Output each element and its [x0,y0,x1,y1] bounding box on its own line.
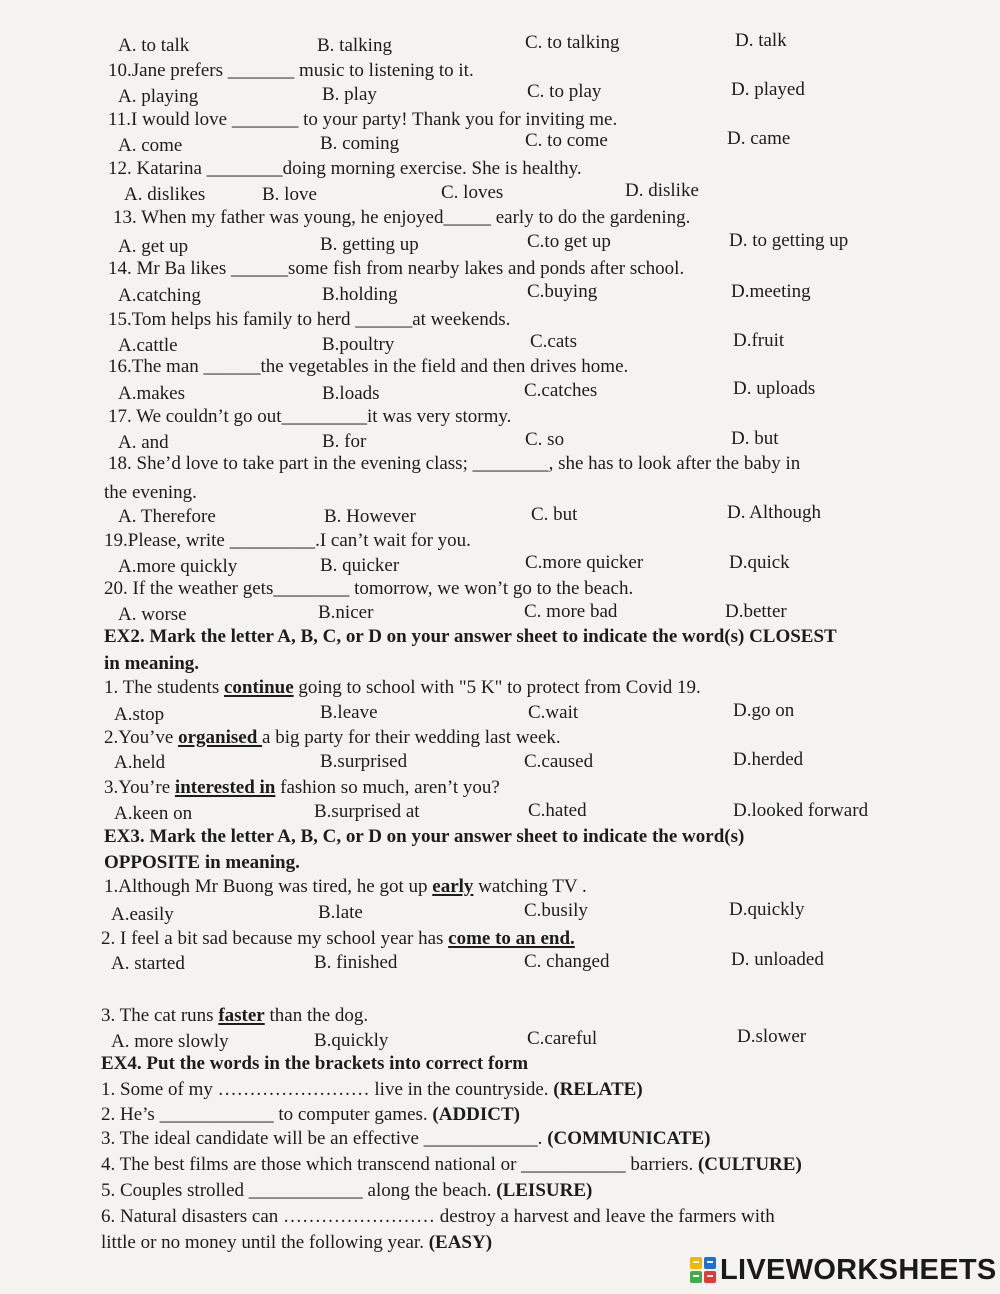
text-run: A.catching [118,285,201,306]
answer-option [318,902,363,924]
key-word: interested in [174,777,276,798]
question-text [104,777,500,799]
bold-word: (ADDICT) [432,1104,521,1125]
bold-word: (LEISURE) [496,1180,593,1201]
text-run: than the dog. [264,1005,369,1026]
text-run: A.more quickly [118,556,238,577]
question-text [101,1206,775,1228]
text-run: A. and [118,432,169,453]
answer-option [318,602,373,624]
text-run: 5. Couples strolled ____________ along the beach. [101,1180,497,1201]
answer-option [322,284,397,306]
text-run: A. Therefore [118,506,216,527]
question-text [108,406,511,428]
answer-option [320,133,399,155]
text-run: C. to come [525,130,608,151]
text-run: D. uploads [733,378,816,399]
question-text [108,453,800,475]
text-run: A.held [114,752,166,773]
answer-option [118,35,189,57]
text-run: B.loads [322,383,380,404]
answer-option [118,285,201,307]
bold-word: (RELATE) [553,1079,643,1100]
section-heading [104,626,837,648]
answer-option [114,803,192,825]
text-run: B.poultry [322,334,395,355]
answer-option [625,180,699,202]
text-run: C.buying [527,281,598,302]
answer-option [441,182,503,204]
answer-option [118,135,182,157]
question-text [101,1154,802,1176]
question-text [101,1128,710,1150]
text-run: D.meeting [731,281,811,302]
text-run: D. dislike [625,180,699,201]
answer-option [527,81,601,103]
answer-option [322,431,366,453]
text-run: A. more slowly [111,1031,229,1052]
question-text [101,1005,368,1027]
question-text [104,530,471,552]
answer-option [731,949,824,971]
question-text [104,677,701,699]
question-text [101,1079,643,1101]
text-run: D. talk [735,30,787,51]
text-run: C. but [531,504,578,525]
text-run: 12. Katarina ________doing morning exercise. She is healthy. [108,158,582,179]
question-text [108,158,582,180]
text-run: 17. We couldn’t go out_________it was very stormy. [108,406,512,427]
answer-option [118,236,188,258]
answer-option [322,334,394,356]
text-run: B.surprised [320,751,408,772]
question-text [104,876,587,898]
text-run: C. to talking [525,32,620,53]
text-run: in meaning. [104,653,200,674]
text-run: D. but [731,428,779,449]
text-run: A.keen on [114,803,193,824]
liveworksheets-logo-icon [690,1257,716,1283]
text-run: C.hated [528,800,587,821]
answer-option [731,79,805,101]
answer-option [725,601,787,623]
text-run: D.go on [733,700,795,721]
text-run: A. get up [118,236,189,257]
answer-option [731,428,779,450]
text-run: C.catches [524,380,598,401]
question-text [104,578,633,600]
section-heading [104,826,744,848]
section-heading [101,1053,528,1075]
text-run: B. for [322,431,367,452]
answer-option [317,35,392,57]
text-run: C.cats [530,331,577,352]
text-run: watching TV . [473,876,587,897]
answer-option [114,752,165,774]
answer-option [114,704,164,726]
text-run: B.holding [322,284,398,305]
text-run: 1.Although Mr Buong was tired, he got up [104,876,433,897]
text-run: A. started [111,953,185,974]
text-run: B. talking [317,35,392,56]
key-word: continue [223,677,294,698]
answer-option [320,702,378,724]
text-run: 2.You’ve [104,727,179,748]
answer-option [527,1028,597,1050]
answer-option [322,84,377,106]
answer-option [111,953,185,975]
text-run: D.quick [729,552,790,573]
text-run: D.herded [733,749,804,770]
answer-option [262,184,317,206]
question-text [104,482,197,504]
bold-word: (EASY) [428,1232,493,1253]
text-run: A. come [118,135,183,156]
text-run: D. played [731,79,805,100]
text-run: 16.The man ______the vegetables in the field and then drives home. [108,356,629,377]
text-run: A. playing [118,86,199,107]
answer-option [320,234,419,256]
question-text [108,109,617,131]
answer-option [320,555,399,577]
text-run: 2. He’s ____________ to computer games. [101,1104,433,1125]
answer-option [531,504,577,526]
answer-option [124,184,205,206]
key-word: faster [218,1005,265,1026]
text-run: 10.Jane prefers _______ music to listening to it. [108,60,474,81]
section-heading [104,852,300,874]
text-run: D. to getting up [729,230,849,251]
text-run: D. unloaded [731,949,824,970]
answer-option [727,502,821,524]
key-word: come to an end. [448,928,575,949]
answer-option [118,432,169,454]
answer-option [314,952,397,974]
answer-option [524,951,609,973]
question-text [113,207,690,229]
answer-option [733,330,784,352]
answer-option [729,899,804,921]
text-run: OPPOSITE in meaning. [104,852,300,873]
answer-option [118,383,185,405]
text-run: 3.You’re [104,777,175,798]
answer-option [733,378,815,400]
answer-option [733,749,803,771]
answer-option [314,801,420,823]
answer-option [524,380,597,402]
text-run: D. Although [727,502,821,523]
text-run: D.fruit [733,330,785,351]
text-run: 2. I feel a bit sad because my school year has [101,928,449,949]
answer-option [322,383,380,405]
text-run: D.slower [737,1026,807,1047]
question-text [108,309,510,331]
answer-option [528,800,587,822]
text-run: A.easily [111,904,174,925]
answer-option [118,335,178,357]
answer-option [737,1026,806,1048]
answer-option [111,1031,229,1053]
key-word: early [432,876,474,897]
answer-option [118,604,187,626]
text-run: 18. She’d love to take part in the evening class; ________, she has to look after the baby in [108,453,801,474]
text-run: going to school with "5 K" to protect from Covid 19. [293,677,701,698]
text-run: C.wait [528,702,579,723]
text-run: A. to talk [118,35,190,56]
answer-option [733,800,868,822]
text-run: fashion so much, aren’t you? [275,777,500,798]
question-text [101,928,575,950]
key-word: organised [178,727,263,748]
text-run: EX2. Mark the letter A, B, C, or D on your answer sheet to indicate the word(s) CLOSEST [104,626,837,647]
answer-option [524,601,617,623]
text-run: C. changed [524,951,610,972]
answer-option [118,86,198,108]
answer-option [528,702,578,724]
liveworksheets-logo[interactable] [690,1252,997,1288]
text-run: C.more quicker [525,552,644,573]
text-run: B. finished [314,952,398,973]
question-text [104,727,561,749]
bold-word: (COMMUNICATE) [547,1128,711,1149]
text-run: 19.Please, write _________.I can’t wait for you. [104,530,471,551]
text-run: C. to play [527,81,602,102]
question-text [108,258,684,280]
text-run: a big party for their wedding last week. [262,727,561,748]
answer-option [527,231,611,253]
text-run: 1. The students [104,677,224,698]
question-text [101,1180,592,1202]
answer-option [324,506,416,528]
text-run: EX3. Mark the letter A, B, C, or D on your answer sheet to indicate the word(s) [104,826,745,847]
question-text [101,1104,520,1126]
answer-option [525,429,564,451]
text-run: 3. The cat runs [101,1005,219,1026]
logo-wordmark: LIVEWORKSHEETS [720,1253,997,1286]
text-run: C. loves [441,182,504,203]
section-heading [104,653,199,675]
bold-word: (CULTURE) [697,1154,802,1175]
answer-option [733,700,794,722]
text-run: 4. The best films are those which transcend national or ___________ barriers. [101,1154,698,1175]
answer-option [524,751,593,773]
question-text [108,60,474,82]
answer-option [524,900,588,922]
text-run: C. more bad [524,601,618,622]
text-run: A.makes [118,383,186,404]
answer-option [735,30,787,52]
text-run: A. worse [118,604,187,625]
answer-option [530,331,577,353]
answer-option [729,230,848,252]
answer-option [111,904,174,926]
answer-option [525,552,643,574]
text-run: little or no money until the following year. [101,1232,429,1253]
answer-option [525,32,619,54]
text-run: B. play [322,84,377,105]
text-run: B.leave [320,702,378,723]
answer-option [729,552,790,574]
text-run: B.nicer [318,602,374,623]
answer-option [314,1030,388,1052]
text-run: B.quickly [314,1030,389,1051]
text-run: the evening. [104,482,197,503]
text-run: D.looked forward [733,800,869,821]
text-run: B. getting up [320,234,419,255]
text-run: C.caused [524,751,594,772]
text-run: B.late [318,902,363,923]
text-run: D.better [725,601,787,622]
text-run: A.cattle [118,335,178,356]
text-run: C.busily [524,900,588,921]
text-run: C.to get up [527,231,611,252]
question-text [108,356,628,378]
text-run: 13. When my father was young, he enjoyed_____ early to do the gardening. [113,207,691,228]
text-run: 1. Some of my …………………… live in the countryside. [101,1079,554,1100]
text-run: 11.I would love _______ to your party! Thank you for inviting me. [108,109,618,130]
text-run: B. However [324,506,416,527]
answer-option [727,128,790,150]
text-run: B. love [262,184,317,205]
text-run: 20. If the weather gets________ tomorrow, we won’t go to the beach. [104,578,634,599]
answer-option [525,130,608,152]
text-run: A. dislikes [124,184,206,205]
text-run: C. so [525,429,565,450]
text-run: C.careful [527,1028,598,1049]
text-run: B. coming [320,133,400,154]
answer-option [527,281,597,303]
text-run: A.stop [114,704,165,725]
text-run: B. quicker [320,555,400,576]
text-run: D. came [727,128,791,149]
answer-option [118,506,216,528]
answer-option [320,751,407,773]
text-run: 14. Mr Ba likes ______some fish from nearby lakes and ponds after school. [108,258,685,279]
text-run: 15.Tom helps his family to herd ______at weekends. [108,309,511,330]
text-run: 3. The ideal candidate will be an effective ____________. [101,1128,548,1149]
answer-option [118,556,237,578]
answer-option [731,281,811,303]
text-run: B.surprised at [314,801,420,822]
text-run: 6. Natural disasters can …………………… destroy a harvest and leave the farmers with [101,1206,775,1227]
text-run: EX4. Put the words in the brackets into correct form [101,1053,529,1074]
text-run: D.quickly [729,899,805,920]
question-text [101,1232,492,1254]
